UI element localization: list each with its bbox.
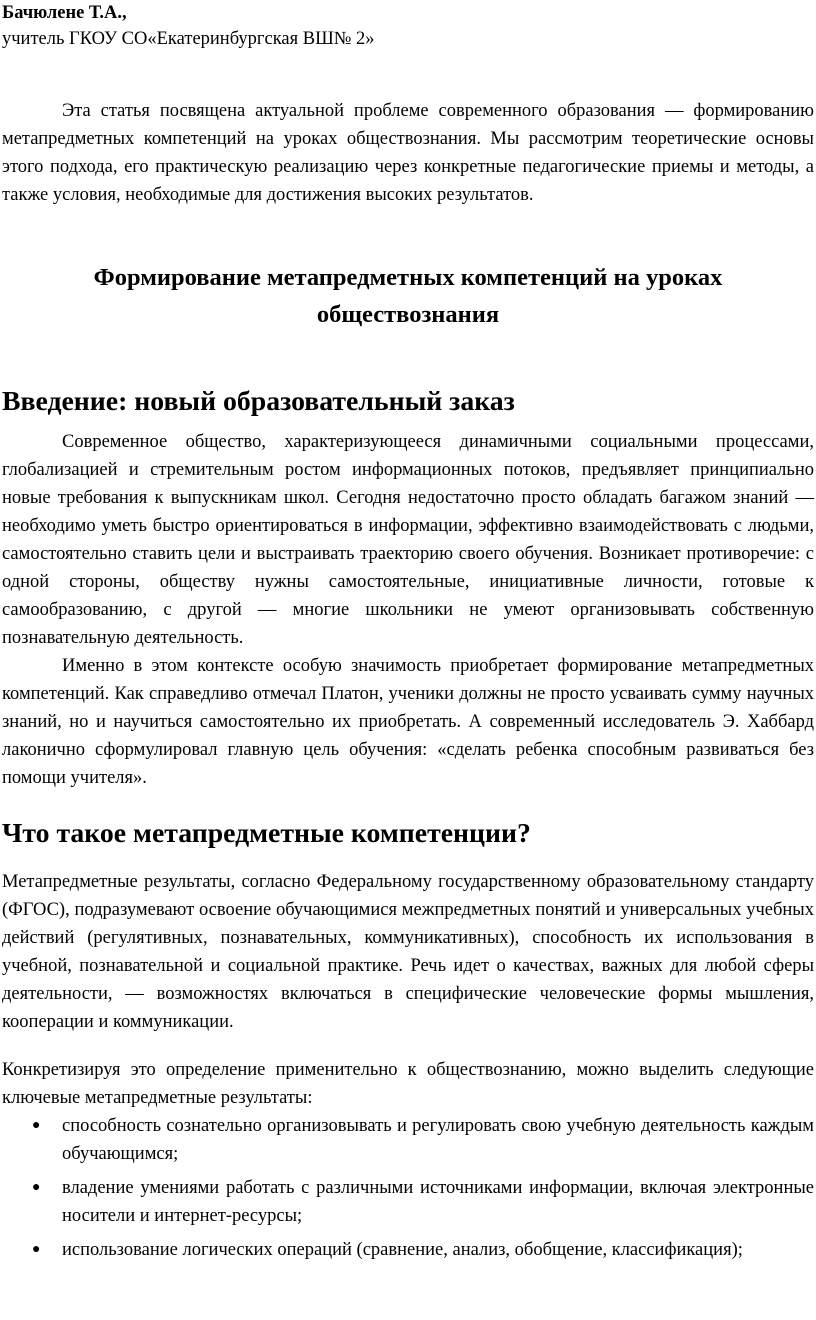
section-heading-definition: Что такое метапредметные компетенции?: [2, 818, 531, 849]
list-item: [2, 1174, 814, 1230]
bullet-icon: ●: [32, 1118, 41, 1133]
intro-paragraph-1: Современное общество, характеризующееся динамичными социальными процессами, глобализацией и стремительным ростом информационных потоков, предъявляет принципиально новые требования к выпускникам школ. Сегодня недостаточно просто обладать багажом знаний — необходимо уметь быстро ориентироваться в информации, эффективно взаимодействовать с людьми, самостоятельно ставить цели и выстраивать траекторию своего обучения. Возникает противоречие: с одной стороны, обществу нужны самостоятельные, инициативные личности, готовые к самообразованию, с другой — многие школьники не умеют организовывать собственную познавательную деятельность.: [2, 432, 814, 648]
abstract-paragraph: Эта статья посвящена актуальной проблеме современного образования — формированию метапредметных компетенций на уроках обществознания. Мы рассмотрим теоретические основы этого подхода, его практическую реализацию через конкретные педагогические приемы и методы, а также условия, необходимые для достижения высоких результатов.: [2, 101, 814, 205]
definition-paragraph: Метапредметные результаты, согласно Федеральному государственному образовательному стандарту (ФГОС), подразумевают освоение обучающимися межпредметных понятий и универсальных учебных действий (регулятивных, познавательных, коммуникативных), способность их использования в учебной, познавательной и социальной практике. Речь идет о качествах, важных для любой сферы деятельности, — возможностях включаться в специфические человеческие формы мышления, кооперации и коммуникации.: [2, 872, 814, 1032]
intro-paragraph-2: Именно в этом контексте особую значимость приобретает формирование метапредметных компетенций. Как справедливо отмечал Платон, ученики должны не просто усваивать сумму научных знаний, но и научиться самостоятельно их приобретать. А современный исследователь Э. Хаббард лаконично сформулировал главную цель обучения: «сделать ребенка способным развиваться без помощи учителя».: [2, 656, 814, 788]
section-heading-introduction: Введение: новый образовательный заказ: [2, 386, 515, 417]
bullet-icon: ●: [32, 1242, 41, 1257]
author-name: Бачюлене Т.А.,: [2, 3, 127, 23]
list-item-text: способность сознательно организовывать и регулировать свою учебную деятельность каждым обучающимся;: [62, 1116, 814, 1164]
list-item: [2, 1112, 814, 1168]
list-item: [2, 1236, 814, 1264]
list-item-text: владение умениями работать с различными источниками информации, включая электронные носители и интернет-ресурсы;: [62, 1178, 814, 1226]
list-item-text: использование логических операций (сравнение, анализ, обобщение, классификация);: [62, 1240, 743, 1260]
bullet-icon: ●: [32, 1180, 41, 1195]
results-list: [2, 1112, 814, 1264]
author-affiliation: учитель ГКОУ СО«Екатеринбургская ВШ№ 2»: [2, 29, 375, 49]
article-title: Формирование метапредметных компетенций на уроках обществознания: [93, 264, 723, 328]
results-intro-paragraph: Конкретизируя это определение применительно к обществознанию, можно выделить следующие ключевые метапредметные результаты:: [2, 1060, 814, 1108]
